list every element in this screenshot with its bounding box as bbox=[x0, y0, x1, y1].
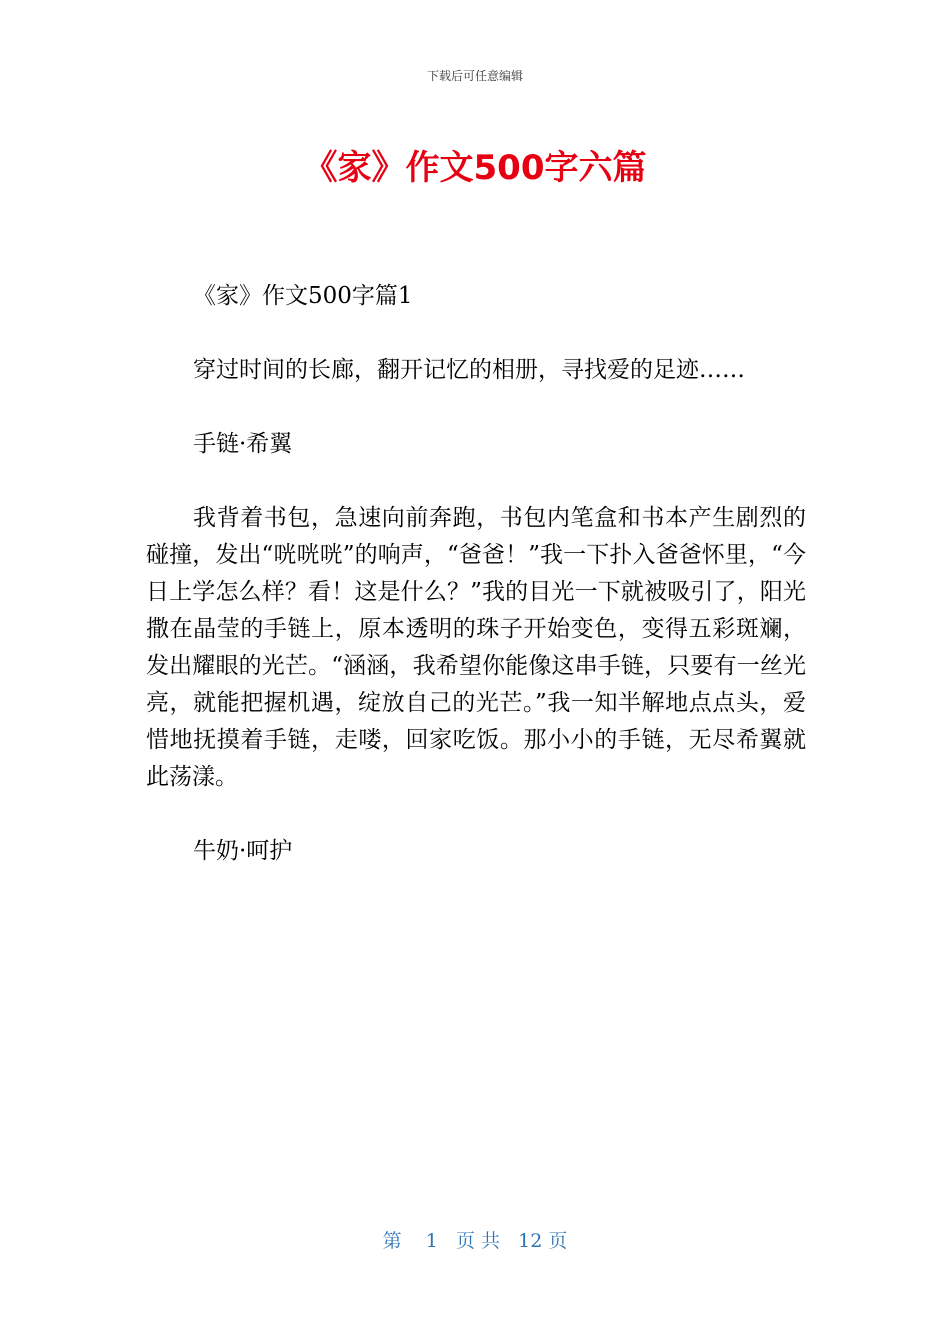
subsection-heading: 牛奶·呵护 bbox=[193, 838, 293, 864]
footer-page-number: 1 bbox=[425, 1230, 438, 1252]
intro-paragraph: 穿过时间的长廊，翻开记忆的相册，寻找爱的足迹…… bbox=[193, 357, 745, 383]
section-heading: 《家》作文500字篇1 bbox=[193, 283, 413, 309]
page-footer bbox=[0, 1226, 950, 1253]
header-note: 下载后可任意编辑 bbox=[426, 69, 523, 83]
document-title: 《家》作文500字六篇 bbox=[303, 148, 647, 188]
document-body bbox=[146, 278, 806, 907]
body-paragraph: 我背着书包，急速向前奔跑，书包内笔盒和书本产生剧烈的碰撞，发出“咣咣咣”的响声，“爸爸！”我一下扑入爸爸怀里，“今日上学怎么样？看！这是什么？”我的目光一下就被吸引了，阳光撒在晶莹的手链上，原本透明的珠子开始变色，变得五彩斑斓，发出耀眼的光芒。“涵涵，我希望你能像这串手链，只要有一丝光亮，就能把握机遇，绽放自己的光芒。”我一知半解地点点头，爱惜地抚摸着手链，走喽，回家吃饭。那小小的手链，无尽希翼就此荡漾。 bbox=[146, 505, 806, 790]
subsection-heading: 手链·希翼 bbox=[193, 431, 293, 457]
footer-mid: 页 共 bbox=[455, 1230, 501, 1252]
footer-total-pages: 12 bbox=[518, 1230, 543, 1252]
footer-suffix: 页 bbox=[548, 1230, 568, 1252]
footer-prefix: 第 bbox=[382, 1230, 402, 1252]
